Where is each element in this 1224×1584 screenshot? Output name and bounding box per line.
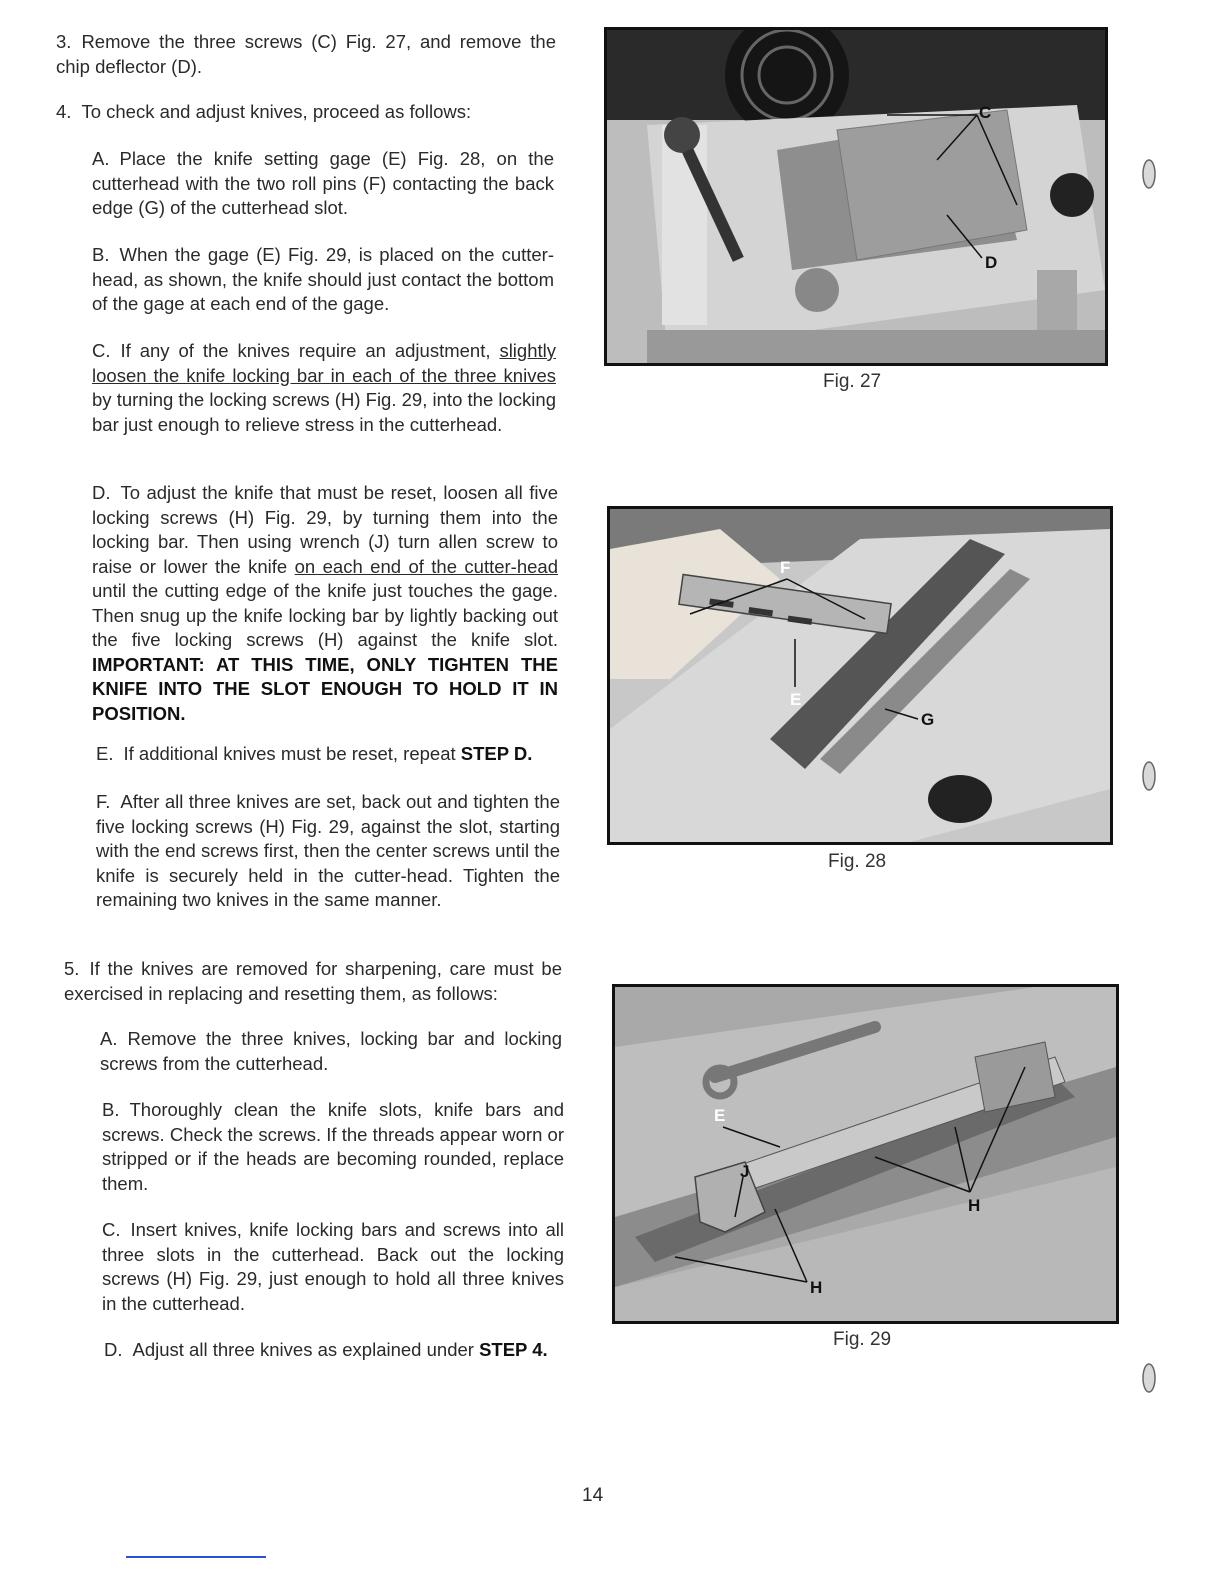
step-text: To check and adjust knives, proceed as follows: — [81, 101, 472, 122]
step-letter: F. — [96, 791, 111, 812]
step-4a — [92, 147, 554, 221]
step-text: Insert knives, knife locking bars and screws into all three slots in the cutterhead. Back out the locking screws (H) Fig. 29, just enough to hold all three knives in the cutterhead. — [102, 1219, 564, 1314]
step-letter: E. — [96, 743, 114, 764]
step-text: Place the knife setting gage (E) Fig. 28, on the cutterhead with the two roll pins (F) contacting the back edge (G) of the cutterhead slot. — [92, 148, 554, 218]
step-text: When the gage (E) Fig. 29, is placed on the cutter-head, as shown, the knife should just contact the bottom of the gage at each end of the gage. — [92, 244, 554, 314]
step-text: If additional knives must be reset, repeat — [123, 743, 456, 764]
step-number: 5. — [64, 958, 80, 979]
fig29-label-j: J — [740, 1162, 750, 1181]
step-5a — [100, 1027, 562, 1076]
figure-28-caption: Fig. 28 — [828, 851, 887, 872]
step-4e — [96, 742, 560, 767]
step-4f — [96, 790, 560, 913]
fig29-label-h-lower: H — [810, 1278, 823, 1297]
figure-29-photo — [612, 984, 1119, 1324]
step-number: 3. — [56, 31, 72, 52]
gage-on-cutterhead-illustration — [610, 509, 1110, 842]
step-5d — [104, 1338, 566, 1363]
step-text: If the knives are removed for sharpening, care must be exercised in replacing and resetting them, as follows: — [64, 958, 562, 1004]
binder-hole-mark-icon — [1142, 158, 1156, 190]
figure-27-caption: Fig. 27 — [823, 371, 882, 392]
step-reference: STEP 4. — [479, 1339, 548, 1360]
step-letter: D. — [92, 482, 111, 503]
step-text: After all three knives are set, back out and tighten the five locking screws (H) Fig. 29, against the slot, starting with the end screws first, then the center screws until the knife is securely held in the cutter-head. Tighten the remaining two knives in the same manner. — [96, 791, 560, 910]
step-text: Remove the three screws (C) Fig. 27, and remove the chip deflector (D). — [56, 31, 556, 77]
step-5b — [102, 1098, 564, 1196]
fig27-label-c: C — [979, 103, 992, 122]
binder-hole-mark-icon — [1142, 1362, 1156, 1394]
step-5 — [64, 957, 562, 1006]
step-4 — [56, 100, 556, 125]
step-4c — [92, 339, 556, 437]
page-number: 14 — [582, 1485, 604, 1506]
step-number: 4. — [56, 101, 72, 122]
step-4b — [92, 243, 554, 317]
step-text-post: by turning the locking screws (H) Fig. 29, into the locking bar just enough to relieve stress in the cutterhead. — [92, 389, 556, 435]
step-letter: A. — [100, 1028, 118, 1049]
step-text-pre: If any of the knives require an adjustment, — [120, 340, 491, 361]
fig29-label-h-upper: H — [968, 1196, 981, 1215]
fig28-label-f: F — [780, 558, 791, 577]
fig28-label-g: G — [921, 710, 935, 729]
fig28-label-e: E — [790, 690, 802, 709]
step-text-post: until the cutting edge of the knife just touches the gage. Then snug up the knife locking bar by lightly backing out the five locking screws (H) against the knife slot. — [92, 580, 558, 650]
step-letter: D. — [104, 1339, 123, 1360]
step-letter: A. — [92, 148, 110, 169]
step-text: Adjust all three knives as explained under — [132, 1339, 474, 1360]
step-3 — [56, 30, 556, 79]
knife-adjustment-illustration — [615, 987, 1116, 1321]
step-letter: C. — [92, 340, 111, 361]
figure-27-photo — [604, 27, 1108, 366]
footer-rule — [126, 1556, 266, 1558]
step-text: Remove the three knives, locking bar and locking screws from the cutterhead. — [100, 1028, 562, 1074]
step-text-underlined: on each end of the cutter-head — [294, 555, 558, 577]
binder-hole-mark-icon — [1142, 760, 1156, 792]
step-text: Thoroughly clean the knife slots, knife bars and screws. Check the screws. If the threads appear worn or stripped or if the heads are becoming rounded, replace them. — [102, 1099, 564, 1194]
step-important-warning: IMPORTANT: AT THIS TIME, ONLY TIGHTEN THE KNIFE INTO THE SLOT ENOUGH TO HOLD IT IN POSITION. — [92, 653, 558, 724]
step-reference: STEP D. — [460, 743, 533, 764]
fig27-label-d: D — [985, 253, 998, 272]
step-4d — [92, 481, 558, 726]
figure-29-caption: Fig. 29 — [833, 1329, 892, 1350]
figure-28-photo — [607, 506, 1113, 845]
step-text-pre: To adjust the knife that must be reset, loosen all five locking screws (H) Fig. 29, by turning them into the locking bar. Then using wrench (J) turn allen screw to raise or lower the knife — [92, 482, 558, 577]
step-letter: B. — [92, 244, 110, 265]
fig29-label-e: E — [714, 1106, 726, 1125]
step-letter: C. — [102, 1219, 121, 1240]
planer-top-illustration — [607, 30, 1105, 363]
step-letter: B. — [102, 1099, 120, 1120]
step-5c — [102, 1218, 564, 1316]
step-text-underlined: slightly loosen the knife locking bar in each of the three knives — [92, 340, 556, 386]
